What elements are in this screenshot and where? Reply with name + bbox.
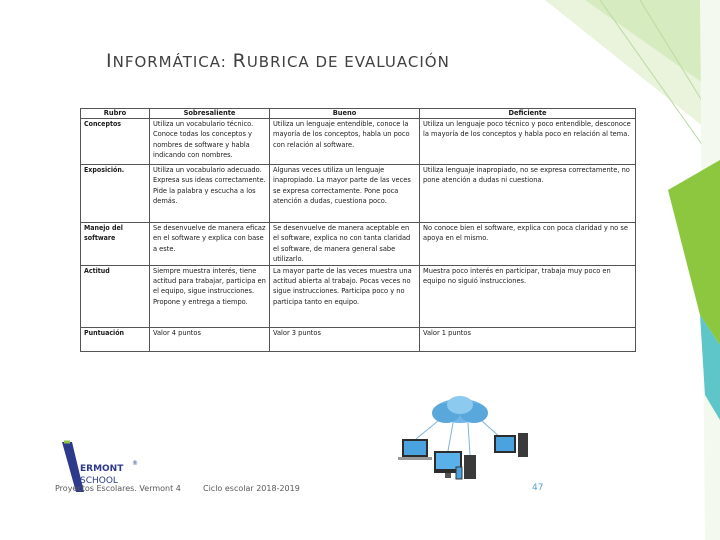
cell-sobresaliente: Se desenvuelve de manera eficaz en el software y explica con base a este. <box>150 223 270 266</box>
table-row <box>81 119 636 165</box>
footer-project: Proyectos Escolares. Vermont 4 <box>55 484 181 493</box>
cell-sobresaliente: Valor 4 puntos <box>150 327 270 351</box>
cell-sobresaliente: Siempre muestra interés, tiene actitud para trabajar, participa en el equipo, sigue instrucciones. Propone y entrega a tiempo. <box>150 265 270 327</box>
cloud-network-illustration <box>398 395 533 490</box>
cell-deficiente: Muestra poco interés en participar, trabaja muy poco en equipo no siguió instrucciones. <box>420 265 636 327</box>
row-label: Puntuación <box>81 327 150 351</box>
table-header-row <box>81 109 636 119</box>
header-deficiente: Deficiente <box>420 109 636 119</box>
table-row <box>81 327 636 351</box>
logo-line2: SCHOOL <box>80 476 118 486</box>
cell-sobresaliente: Utiliza un vocabulario adecuado. Expresa sus ideas correctamente. Pide la palabra y escucha a los demás. <box>150 165 270 223</box>
row-label-conceptos: Conceptos <box>81 119 150 165</box>
cell-deficiente: Valor 1 puntos <box>420 327 636 351</box>
table-row <box>81 165 636 223</box>
row-label: Exposición. <box>81 165 150 223</box>
table-row <box>81 223 636 266</box>
footer-cycle: Ciclo escolar 2018-2019 <box>203 484 300 493</box>
green-accent-shape <box>668 160 720 345</box>
cell-bueno: Se desenvuelve de manera aceptable en el software, explica no con tanta claridad el software, de manera general sabe utilizarlo. <box>270 223 420 266</box>
table-row <box>81 265 636 327</box>
cell-deficiente: Utiliza lenguaje inapropiado, no se expresa correctamente, no pone atención a dudas ni cuestiona. <box>420 165 636 223</box>
rubric-table <box>80 108 636 352</box>
cell-sobresaliente: Utiliza un vocabulario técnico. Conoce todas los conceptos y nombres de software y habla indicando con nombres. <box>150 119 270 165</box>
cell-deficiente: Utiliza un lenguaje poco técnico y poco entendible, desconoce la mayoría de los conceptos y habla poco en relación al tema. <box>420 119 636 165</box>
cell-bueno: La mayor parte de las veces muestra una actitud abierta al trabajo. Pocas veces no sigue instrucciones. Participa poco y no participa tanto en equipo. <box>270 265 420 327</box>
logo-line1: ERMONT <box>80 464 124 474</box>
row-label: Actitud <box>81 265 150 327</box>
cell-bueno: Algunas veces utiliza un lenguaje inapropiado. La mayor parte de las veces se expresa correctamente. Pone poca atención a dudas, cuestiona poco. <box>270 165 420 223</box>
header-rubro: Rubro <box>81 109 150 119</box>
page-title: INFORMÁTICA: RUBRICA DE EVALUACIÓN <box>106 50 450 72</box>
cell-bueno: Valor 3 puntos <box>270 327 420 351</box>
header-bueno: Bueno <box>270 109 420 119</box>
page-number: 47 <box>532 483 544 493</box>
logo-registered: ® <box>132 460 138 467</box>
cell-bueno: Utiliza un lenguaje entendible, conoce la mayoría de los conceptos, habla un poco con relación al software. <box>270 119 420 165</box>
page-title-sub: UBRICA DE EVALUACIÓN <box>246 53 450 71</box>
row-label: Manejo del software <box>81 223 150 266</box>
cell-deficiente: No conoce bien el software, explica con poca claridad y no se apoya en el mismo. <box>420 223 636 266</box>
header-sobresaliente: Sobresaliente <box>150 109 270 119</box>
